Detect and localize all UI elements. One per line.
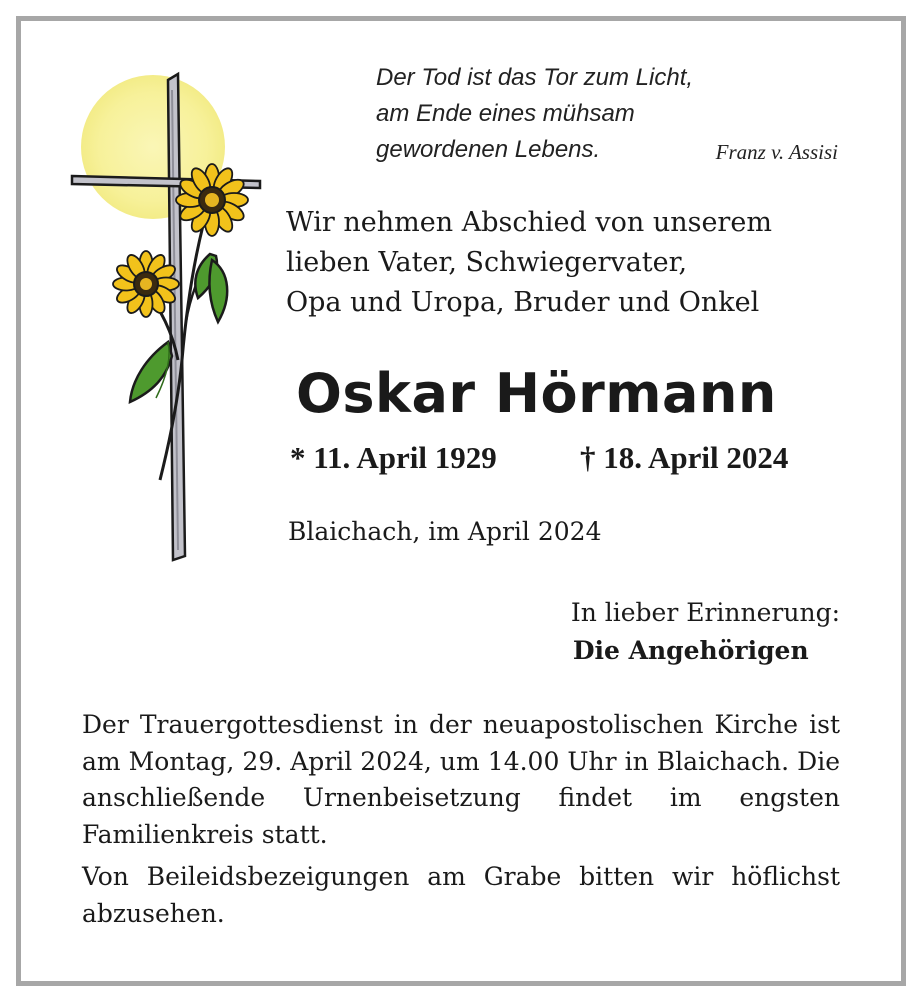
birth-date: * 11. April 1929 [290,440,497,475]
closing-block [571,594,840,670]
intro-line: lieben Vater, Schwiegervater, [286,247,688,278]
cross-with-sunflowers-emblem [60,60,280,580]
deceased-name: Oskar Hörmann [296,362,777,425]
place-and-date: Blaichach, im April 2024 [288,517,602,546]
quote-block [376,60,846,168]
quote-line: gewordenen Lebens. [376,136,601,163]
quote-author: Franz v. Assisi [715,140,838,164]
quote-line: am Ende eines mühsam [376,100,635,127]
service-paragraph: Der Trauergottesdienst in der neuapostolischen Kirche ist am Montag, 29. April 2024, um 14.00 Uhr in Blaichach. Die anschließende Urnenbeisetzung findet im engsten Familienkreis statt. [82,710,840,849]
farewell-intro [286,203,846,323]
signature: Die Angehörigen [572,636,809,665]
service-notice [82,707,840,932]
closing-line: In lieber Erinnerung: [570,598,840,627]
life-dates [290,440,850,476]
intro-line: Wir nehmen Abschied von unserem [286,207,772,238]
quote-line: Der Tod ist das Tor zum Licht, [376,64,694,91]
condolence-paragraph: Von Beileidsbezeigungen am Grabe bitten wir höflichst abzusehen. [82,862,840,928]
intro-line: Opa und Uropa, Bruder und Onkel [286,287,760,318]
death-date: † 18. April 2024 [580,440,789,475]
leaf-icon [210,260,228,322]
